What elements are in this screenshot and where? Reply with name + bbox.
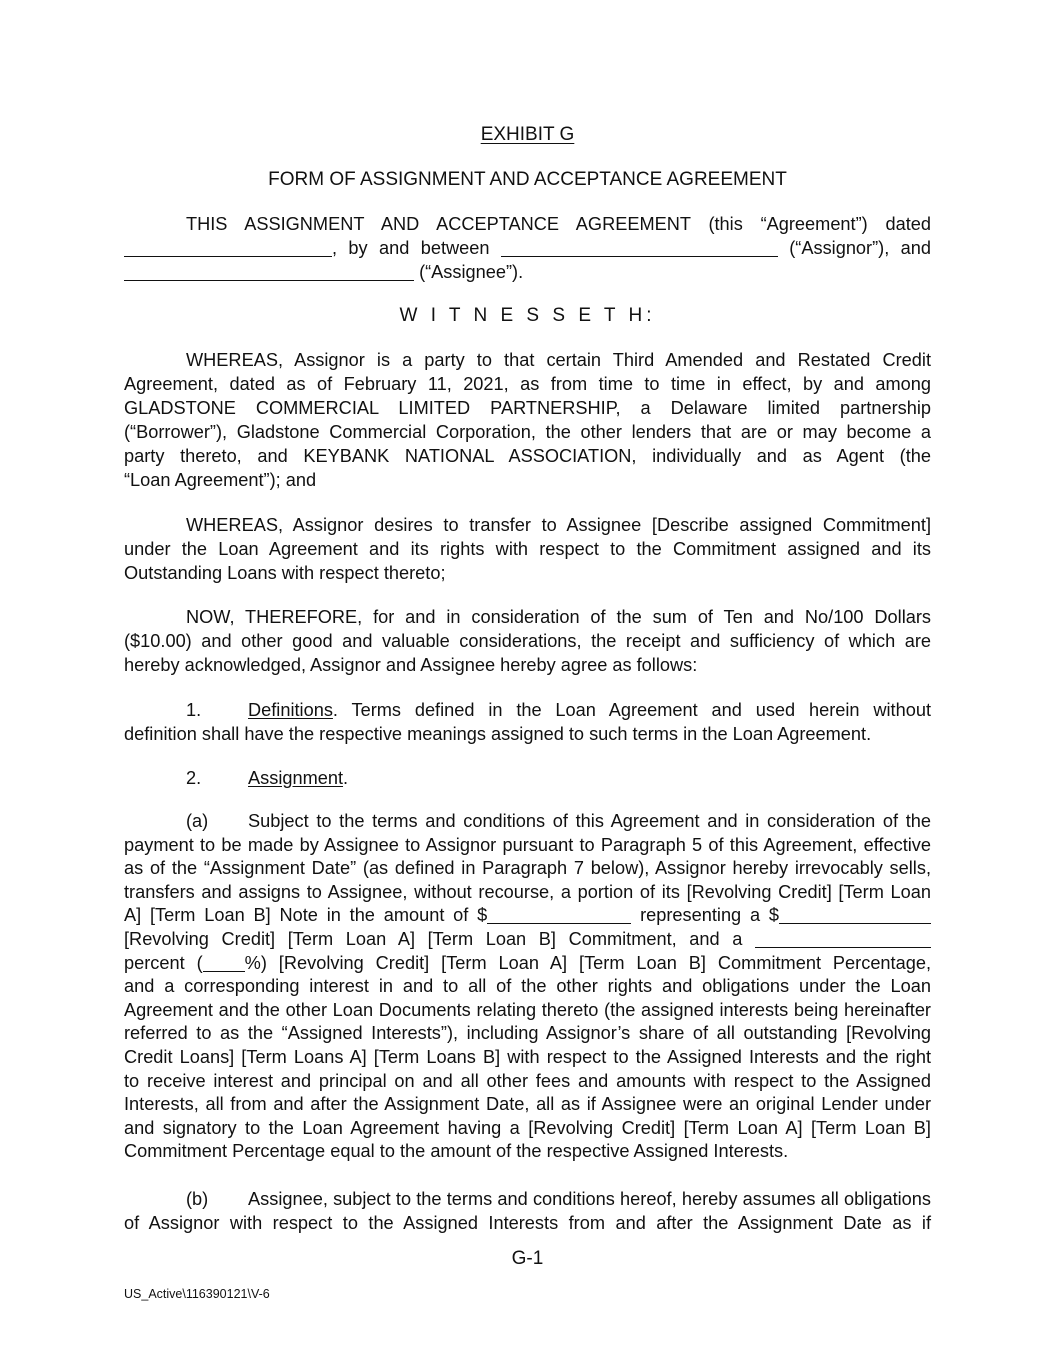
- section-text: Commitment Percentage equal to the amount of the respective Assigned Interests.: [124, 1141, 789, 1162]
- recital-line: Outstanding Loans with respect thereto;: [124, 563, 446, 583]
- subsection-label: (b): [186, 1189, 209, 1209]
- recital-line: WHEREAS, Assignor desires to transfer to Assignee [Describe assigned Commitment]: [186, 515, 931, 535]
- section-text: [Revolving Credit] [Term Loan A] [Term Loan B] Commitment, and a: [124, 928, 743, 949]
- witnesseth-heading: W I T N E S S E T H:: [399, 305, 656, 326]
- recital-line: party thereto, and KEYBANK NATIONAL ASSOCIATION, individually and as Agent (the: [124, 446, 931, 466]
- footer-document-id: US_Active\116390121\V-6: [124, 1287, 270, 1301]
- section-text: payment to be made by Assignee to Assignor pursuant to Paragraph 5 of this Agreement, effective: [124, 834, 931, 855]
- recital-line: under the Loan Agreement and its rights with respect to the Commitment assigned and its: [124, 539, 931, 559]
- preamble-assignor-label: (“Assignor”), and: [789, 238, 931, 258]
- date-blank: [124, 238, 332, 257]
- assignor-blank: [501, 238, 778, 257]
- section-1-definitions: [124, 698, 931, 746]
- section-text: A] [Term Loan B] Note in the amount of $: [124, 905, 488, 926]
- subsection-label: (a): [186, 811, 209, 831]
- preamble-line-1: THIS ASSIGNMENT AND ACCEPTANCE AGREEMENT (this “Agreement”) dated: [186, 214, 931, 234]
- section-text: percent (: [124, 952, 203, 973]
- recital-line: NOW, THEREFORE, for and in consideration of the sum of Ten and No/100 Dollars: [186, 607, 931, 627]
- section-text: definition shall have the respective meanings assigned to such terms in the Loan Agreement.: [124, 724, 872, 744]
- section-number: 1.: [186, 700, 202, 720]
- section-text: Subject to the terms and conditions of this Agreement and in consideration of the: [248, 811, 931, 831]
- section-heading: Assignment: [248, 768, 344, 788]
- section-heading-period: .: [343, 768, 349, 788]
- section-text: Assignee, subject to the terms and conditions hereof, hereby assumes all obligations: [248, 1189, 931, 1209]
- percent-number-blank: [203, 953, 245, 972]
- recital-line: ($10.00) and other good and valuable considerations, the receipt and sufficiency of which are: [124, 631, 931, 651]
- exhibit-heading: EXHIBIT G: [480, 124, 575, 145]
- section-text: %) [Revolving Credit] [Term Loan A] [Term Loan B] Commitment Percentage,: [244, 952, 931, 973]
- form-title: FORM OF ASSIGNMENT AND ACCEPTANCE AGREEMENT: [268, 169, 787, 190]
- recital-whereas-1: [124, 348, 931, 492]
- page-number: G-1: [511, 1248, 544, 1269]
- section-text: and a corresponding interest in and to all of the other rights and obligations under the Loan: [124, 976, 931, 997]
- recital-line: (“Borrower”), Gladstone Commercial Corporation, the other lenders that are or may become a: [124, 422, 931, 442]
- preamble-by-and-between: , by and between: [332, 238, 490, 258]
- section-text: as of the “Assignment Date” (as defined in Paragraph 7 below), Assignor hereby irrevocably sells,: [124, 858, 931, 879]
- section-text: referred to as the “Assigned Interests”), including Assignor’s share of all outstanding [Revolving: [124, 1023, 931, 1044]
- percent-words-blank: [755, 929, 931, 948]
- section-2-assignment: [124, 766, 931, 790]
- recital-line: “Loan Agreement”); and: [124, 470, 317, 490]
- section-text: of Assignor with respect to the Assigned Interests from and after the Assignment Date as if: [124, 1213, 931, 1233]
- section-text: Credit Loans] [Term Loans A] [Term Loans B] with respect to the Assigned Interests and the right: [124, 1046, 931, 1067]
- preamble-assignee-label: (“Assignee”).: [419, 262, 524, 282]
- section-text: representing a $: [640, 905, 779, 926]
- assignee-blank: [124, 262, 414, 281]
- recital-line: hereby acknowledged, Assignor and Assignee hereby agree as follows:: [124, 655, 698, 675]
- section-heading: Definitions: [248, 700, 333, 720]
- section-text: transfers and assigns to Assignee, without recourse, a portion of its [Revolving Credit] [Term Loan: [124, 881, 931, 902]
- note-amount-blank: [487, 905, 631, 924]
- recital-line: GLADSTONE COMMERCIAL LIMITED PARTNERSHIP, a Delaware limited partnership: [124, 398, 931, 418]
- section-2b: [124, 1187, 931, 1235]
- section-text: Agreement and the other Loan Documents relating thereto (the assigned interests being hereinafter: [124, 999, 931, 1020]
- section-2a: [124, 810, 931, 1164]
- section-text: to receive interest and principal on and all other fees and amounts with respect to the Assigned: [124, 1070, 931, 1091]
- recital-now-therefore: [124, 605, 931, 677]
- preamble-paragraph: [124, 212, 931, 284]
- recital-line: WHEREAS, Assignor is a party to that certain Third Amended and Restated Credit: [186, 350, 931, 370]
- section-number: 2.: [186, 768, 202, 788]
- section-text: and signatory to the Loan Agreement having a [Revolving Credit] [Term Loan A] [Term Loan B]: [124, 1117, 931, 1138]
- section-text: Interests, all from and after the Assignment Date, all as if Assignee were an original Lender under: [124, 1094, 931, 1115]
- section-text: . Terms defined in the Loan Agreement and used herein without: [332, 700, 931, 720]
- recital-line: Agreement, dated as of February 11, 2021, as from time to time in effect, by and among: [124, 374, 931, 394]
- commitment-amount-blank: [779, 905, 931, 924]
- recital-whereas-2: [124, 513, 931, 585]
